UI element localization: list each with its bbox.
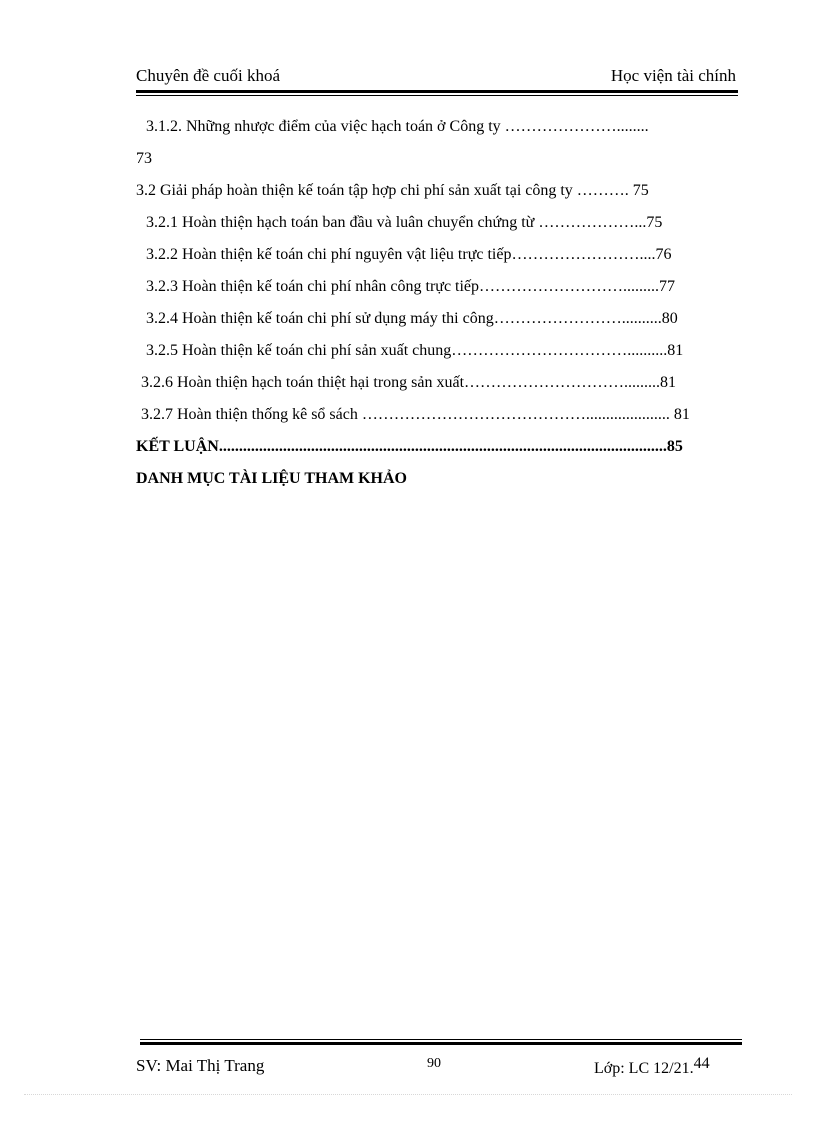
toc-entry-3-2-2: 3.2.2 Hoàn thiện kế toán chi phí nguyên vật liệu trực tiếp……………………....76 bbox=[146, 246, 672, 263]
header-institution: Học viện tài chính bbox=[610, 66, 736, 85]
header-course-title: Chuyên đề cuối khoá bbox=[136, 66, 280, 85]
footer-page-number: 90 bbox=[427, 1056, 441, 1071]
footer-class-label: Lớp: LC 12/21. bbox=[594, 1060, 694, 1077]
toc-entry-3-2-1: 3.2.1 Hoàn thiện hạch toán ban đầu và luân chuyển chứng từ ………………...75 bbox=[146, 214, 663, 231]
footer-student-name: SV: Mai Thị Trang bbox=[136, 1056, 265, 1075]
toc-entry-3-2: 3.2 Giải pháp hoàn thiện kế toán tập hợp chi phí sản xuất tại công ty ………. 75 bbox=[136, 182, 649, 199]
toc-entry-3-1-2: 3.1.2. Những nhược điểm của việc hạch toán ở Công ty …………………........ bbox=[146, 118, 649, 135]
toc-entry-3-2-4: 3.2.4 Hoàn thiện kế toán chi phí sử dụng máy thi công……………………..........80 bbox=[146, 310, 678, 327]
page-bottom-edge bbox=[24, 1094, 792, 1095]
toc-entry-3-2-7: 3.2.7 Hoàn thiện thống kê sổ sách ……………………………………..................... 81 bbox=[141, 406, 690, 423]
toc-entry-3-2-3: 3.2.3 Hoàn thiện kế toán chi phí nhân công trực tiếp……………………….........77 bbox=[146, 278, 676, 295]
footer-rule-thin bbox=[140, 1039, 742, 1040]
header-rule-thin bbox=[136, 95, 738, 96]
toc-entry-ket-luan: KẾT LUẬN................................................................................................................85 bbox=[136, 438, 683, 455]
page-header bbox=[136, 66, 736, 90]
footer-class-suffix: 44 bbox=[693, 1055, 710, 1072]
header-rule-thick bbox=[136, 90, 738, 93]
toc-entry-references: DANH MỤC TÀI LIỆU THAM KHẢO bbox=[136, 470, 407, 487]
toc-entry-3-2-6: 3.2.6 Hoàn thiện hạch toán thiệt hại trong sản xuất………………………….........81 bbox=[141, 374, 677, 391]
footer-class bbox=[594, 1055, 710, 1078]
toc-entry-3-1-2-page: 73 bbox=[136, 150, 152, 167]
footer-rule-thick bbox=[140, 1042, 742, 1045]
toc-entry-3-2-5: 3.2.5 Hoàn thiện kế toán chi phí sản xuất chung……………………………..........81 bbox=[146, 342, 684, 359]
